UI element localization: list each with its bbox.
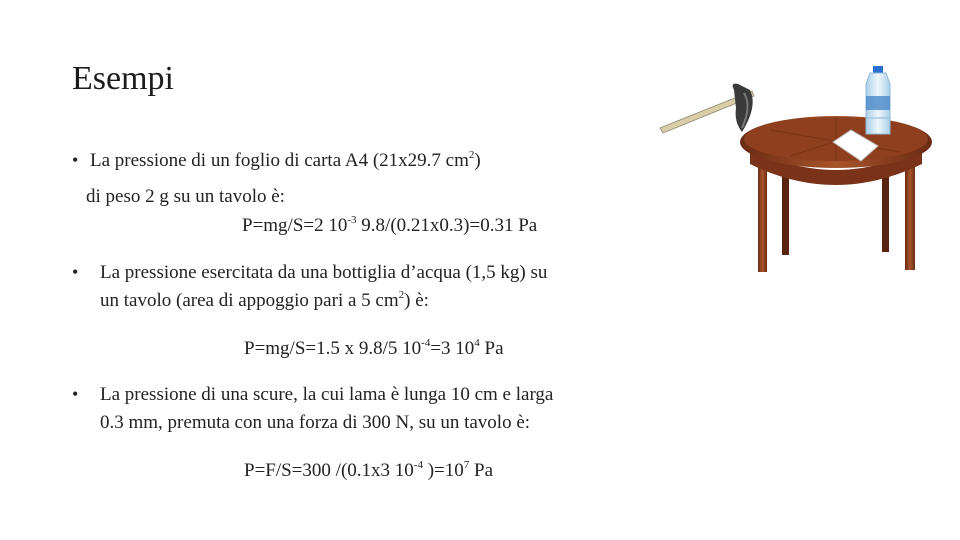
example3-line1 (72, 384, 553, 406)
example3-formula-mid: )=10 (422, 460, 464, 481)
example1-exponent: 2 (468, 149, 475, 161)
axe-icon (660, 84, 754, 133)
example3-formula-end: Pa (469, 460, 493, 481)
example2-text: La pressione esercitata da una bottiglia d’acqua (1,5 kg) su (100, 262, 548, 283)
example1-line2: di peso 2 g su un tavolo è: (86, 186, 285, 207)
example3-formula-exponent1: -4 (413, 459, 423, 471)
bullet-icon: • (72, 150, 79, 170)
slide-title: Esempi (72, 60, 174, 97)
example3-formula-start: P=F/S=300 /(0.1x3 10 (244, 460, 414, 481)
bullet-icon: • (72, 384, 79, 404)
example2-formula (244, 338, 504, 360)
bullet-icon: • (72, 262, 79, 282)
example2-formula-exponent2: 4 (474, 337, 480, 349)
example1-formula-start: P=mg/S=2 10 (242, 215, 348, 236)
example3-line2: 0.3 mm, premuta con una forza di 300 N, su un tavolo è: (100, 412, 531, 433)
example2-line2 (100, 290, 429, 312)
example1-formula-end: 9.8/(0.21x0.3)=0.31 Pa (356, 215, 538, 236)
example1-text-end: ) (474, 150, 481, 171)
example1-formula (242, 215, 537, 237)
example2-formula-exponent1: -4 (421, 337, 431, 349)
example2-exponent: 2 (398, 289, 405, 301)
example2-formula-mid: =3 10 (430, 338, 475, 359)
example2-text2-end: ) è: (404, 290, 429, 311)
example1-line1 (72, 150, 481, 172)
example1-formula-exponent: -3 (347, 214, 357, 226)
example2-formula-start: P=mg/S=1.5 x 9.8/5 10 (244, 338, 422, 359)
table-illustration (650, 60, 950, 290)
example2-formula-end: Pa (479, 338, 504, 359)
example3-formula-exponent2: 7 (463, 459, 470, 471)
example2-text2: un tavolo (area di appoggio pari a 5 cm (100, 290, 399, 311)
water-bottle-icon (866, 66, 890, 134)
example3-text: La pressione di una scure, la cui lama è lunga 10 cm e larga (100, 384, 554, 405)
example2-line1 (72, 262, 547, 284)
example1-text: La pressione di un foglio di carta A4 (21x29.7 cm (90, 150, 469, 171)
example3-formula (244, 460, 493, 482)
